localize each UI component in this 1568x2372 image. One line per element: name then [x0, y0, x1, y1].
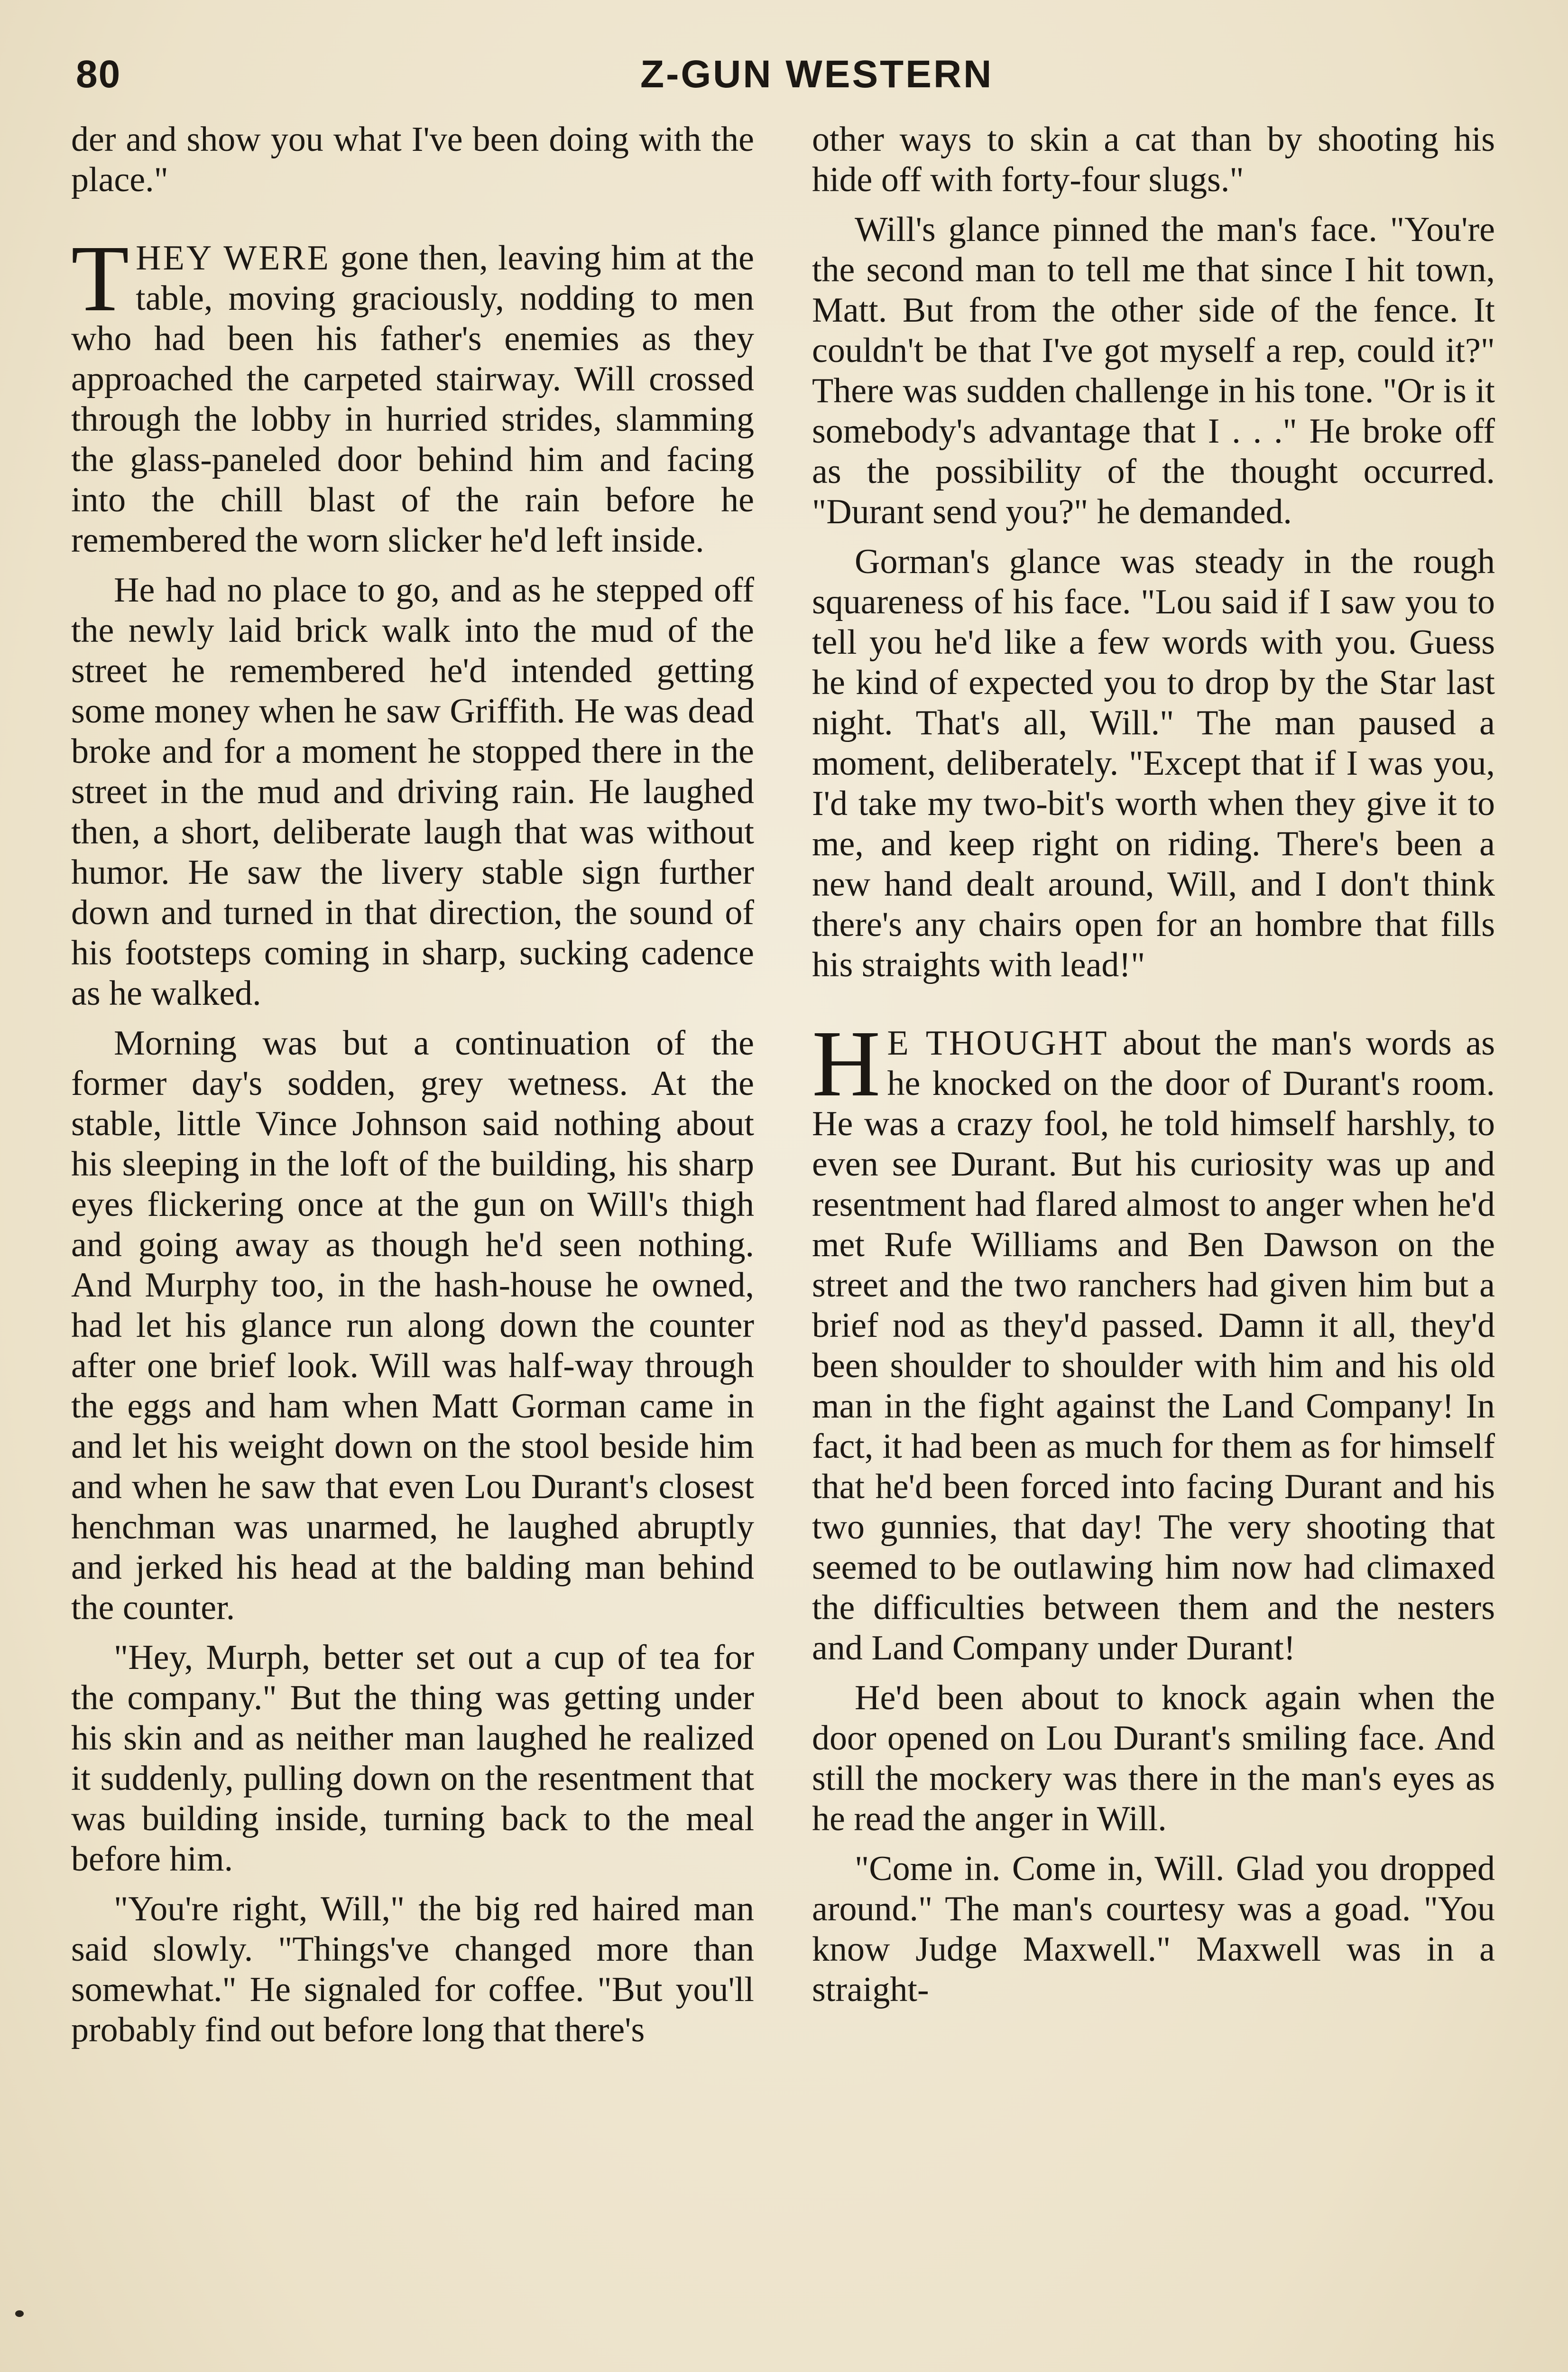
paragraph: "Come in. Come in, Will. Glad you dropped around." The man's courtesy was a goad. "You know Judge Maxwell." Maxwell was in a straight-	[812, 1849, 1495, 2009]
drop-cap: H	[812, 1011, 881, 1116]
section-opening-paragraph	[71, 226, 754, 561]
page-header	[76, 52, 1473, 104]
paragraph-text: gone then, leaving him at the table, moving graciously, nodding to men who had been his father's enemies as they approached the carpeted stairway. Will crossed through the lobby in hurried strides, slamming the glass-paneled door behind him and facing into the chill blast of the rain before he remembered the worn slicker he'd left inside.	[71, 239, 754, 560]
lead-in-words: HEY WERE	[136, 239, 331, 278]
lead-in-words: E THOUGHT	[887, 1024, 1109, 1063]
paragraph: He'd been about to knock again when the door opened on Lou Durant's smiling face. And still the mockery was there in the man's eyes as he read the anger in Will.	[812, 1678, 1495, 1838]
paragraph: "Hey, Murph, better set out a cup of tea for the company." But the thing was getting under his skin and as neither man laughed he realized it suddenly, pulling down on the resentment that was building inside, turning back to the meal before him.	[71, 1638, 754, 1879]
section-opening-paragraph	[812, 1011, 1495, 1668]
paragraph: "You're right, Will," the big red haired man said slowly. "Things've changed more than somewhat." He signaled for coffee. "But you'll probably find out before long that there's	[71, 1890, 754, 2049]
drop-cap: T	[71, 226, 129, 331]
paragraph: Morning was but a continuation of the former day's sodden, grey wetness. At the stable, little Vince Johnson said nothing about his sleeping in the loft of the building, his sharp eyes flickering once at the gun on Will's thigh and going away as though he'd seen nothing. And Murphy too, in the hash-house he owned, had let his glance run along down the counter after one brief look. Will was half-way through the eggs and ham when Matt Gorman came in and let his weight down on the stool beside him and when he saw that even Lou Durant's closest henchman was unarmed, he laughed abruptly and jerked his head at the balding man behind the counter.	[71, 1024, 754, 1627]
paragraph: He had no place to go, and as he stepped off the newly laid brick walk into the mud of the street he remembered he'd intended getting some money when he saw Griffith. He was dead broke and for a moment he stopped there in the street in the mud and driving rain. He laughed then, a short, deliberate laugh that was without humor. He saw the livery stable sign further down and turned in that direction, the sound of his footsteps coming in sharp, sucking cadence as he walked.	[71, 571, 754, 1013]
right-column	[812, 120, 1495, 2020]
page-number: 80	[76, 53, 121, 96]
running-head: Z-GUN WESTERN	[640, 53, 994, 96]
paragraph: der and show you what I've been doing with the place."	[71, 120, 754, 199]
paragraph-text: about the man's words as he knocked on the door of Durant's room. He was a crazy fool, he told himself harshly, to even see Durant. But his curiosity was up and resentment had flared almost to anger when he'd met Rufe Williams and Ben Dawson on the street and the two ranchers had given him but a brief nod as they'd passed. Damn it all, they'd been shoulder to shoulder with him and his old man in the fight against the Land Company! In fact, it had been as much for them as for himself that he'd been forced into facing Durant and his two gunnies, that day! The very shooting that seemed to be outlawing him now had climaxed the difficulties between them and the nesters and Land Company under Durant!	[812, 1024, 1495, 1668]
paragraph: Gorman's glance was steady in the rough squareness of his face. "Lou said if I saw you to tell you he'd like a few words with you. Guess he kind of expected you to drop by the Star last night. That's all, Will." The man paused a moment, deliberately. "Except that if I was you, I'd take my two-bit's worth when they give it to me, and keep right on riding. There's been a new hand dealt around, Will, and I don't think there's any chairs open for an hombre that fills his straights with lead!"	[812, 542, 1495, 984]
paragraph: Will's glance pinned the man's face. "You're the second man to tell me that since I hit town, Matt. But from the other side of the fence. It couldn't be that I've got myself a rep, could it?" There was sudden challenge in his tone. "Or is it somebody's advantage that I . . ." He broke off as the possibility of the thought occurred. "Durant send you?" he demanded.	[812, 210, 1495, 531]
print-speck	[15, 2310, 24, 2317]
paragraph: other ways to skin a cat than by shooting his hide off with forty-four slugs."	[812, 120, 1495, 199]
left-column	[71, 120, 754, 2060]
